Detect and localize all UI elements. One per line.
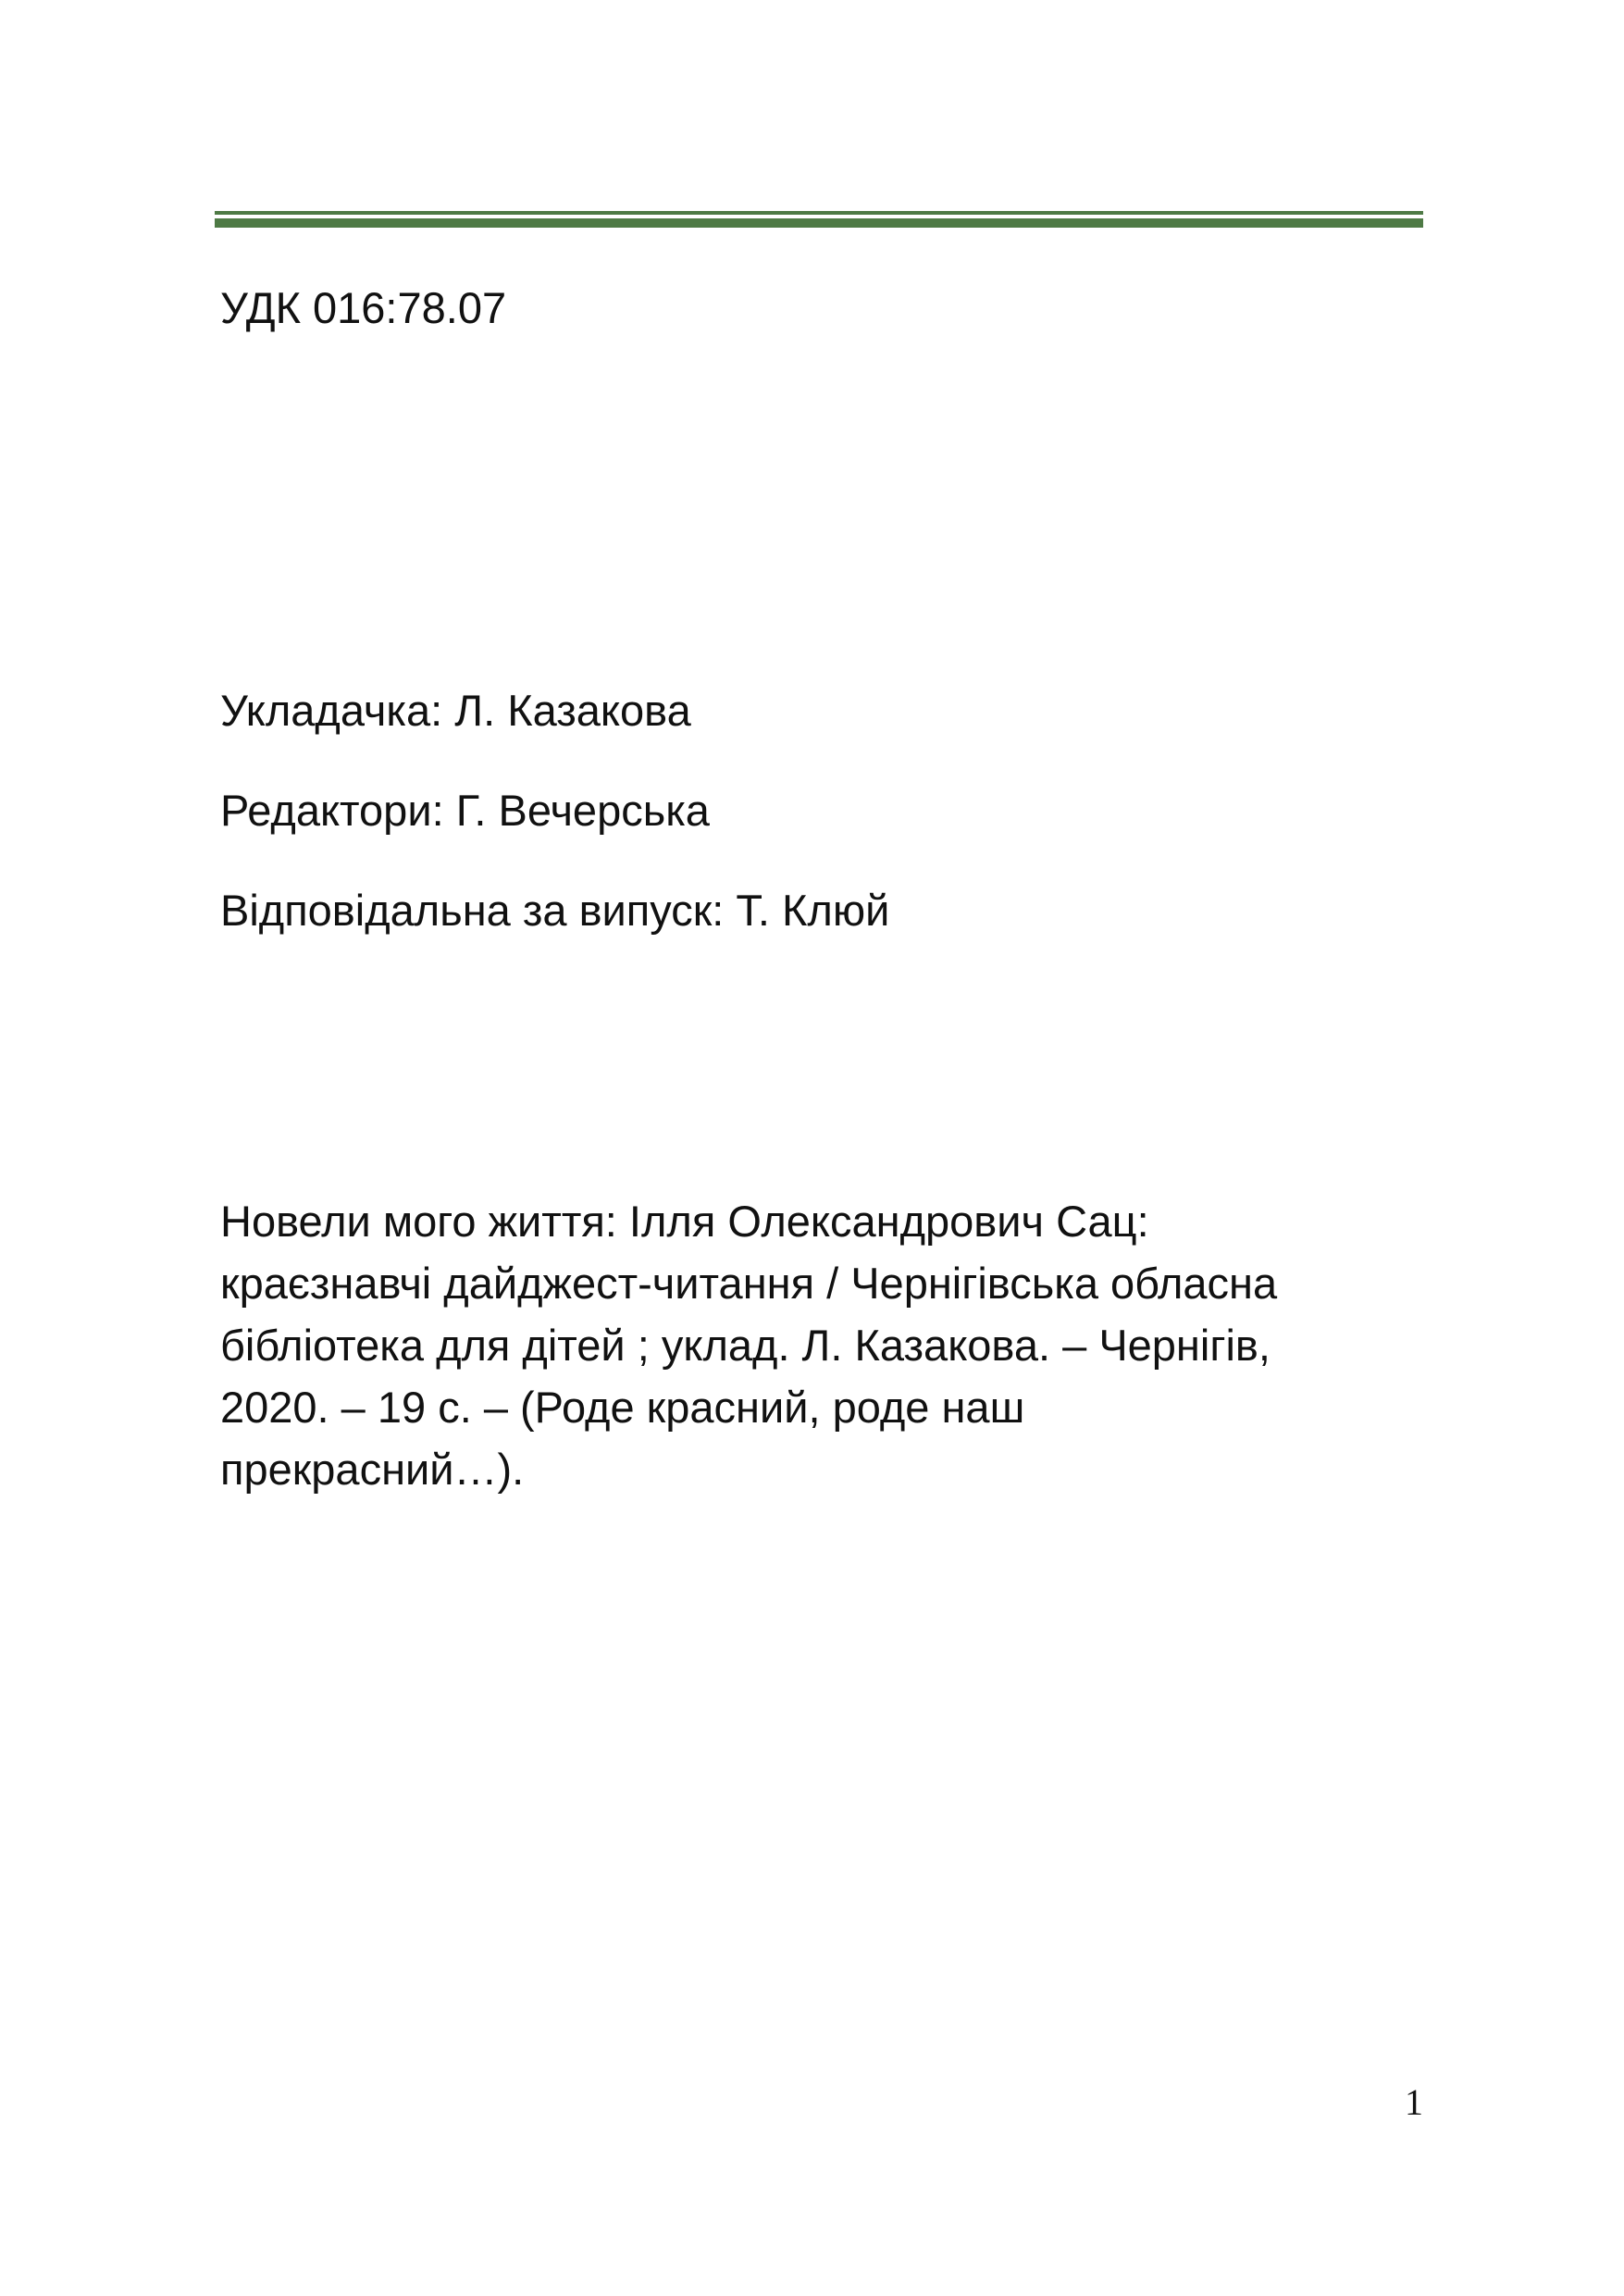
udk-code: УДК 016:78.07 bbox=[220, 283, 507, 332]
responsible-credit: Відповідальна за випуск: Т. Клюй bbox=[220, 886, 890, 935]
description-line: Новели мого життя: Ілля Олександрович Сац: bbox=[220, 1197, 1149, 1246]
header-rule-thin-line bbox=[215, 211, 1423, 215]
compiler-credit: Укладачка: Л. Казакова bbox=[220, 686, 691, 735]
bibliographic-description bbox=[220, 1190, 1423, 1500]
editors-credit: Редактори: Г. Вечерська bbox=[220, 786, 710, 835]
description-line: краєзнавчі дайджест-читання / Чернігівська обласна bbox=[220, 1259, 1278, 1308]
description-line: бібліотека для дітей ; уклад. Л. Казакова. – Чернігів, bbox=[220, 1321, 1271, 1370]
header-rule bbox=[215, 211, 1423, 230]
description-line: 2020. – 19 с. – (Роде красний, роде наш bbox=[220, 1383, 1025, 1432]
page-number: 1 bbox=[1405, 2081, 1423, 2123]
description-line: прекрасний…). bbox=[220, 1445, 525, 1494]
header-rule-thick-line bbox=[215, 218, 1423, 228]
